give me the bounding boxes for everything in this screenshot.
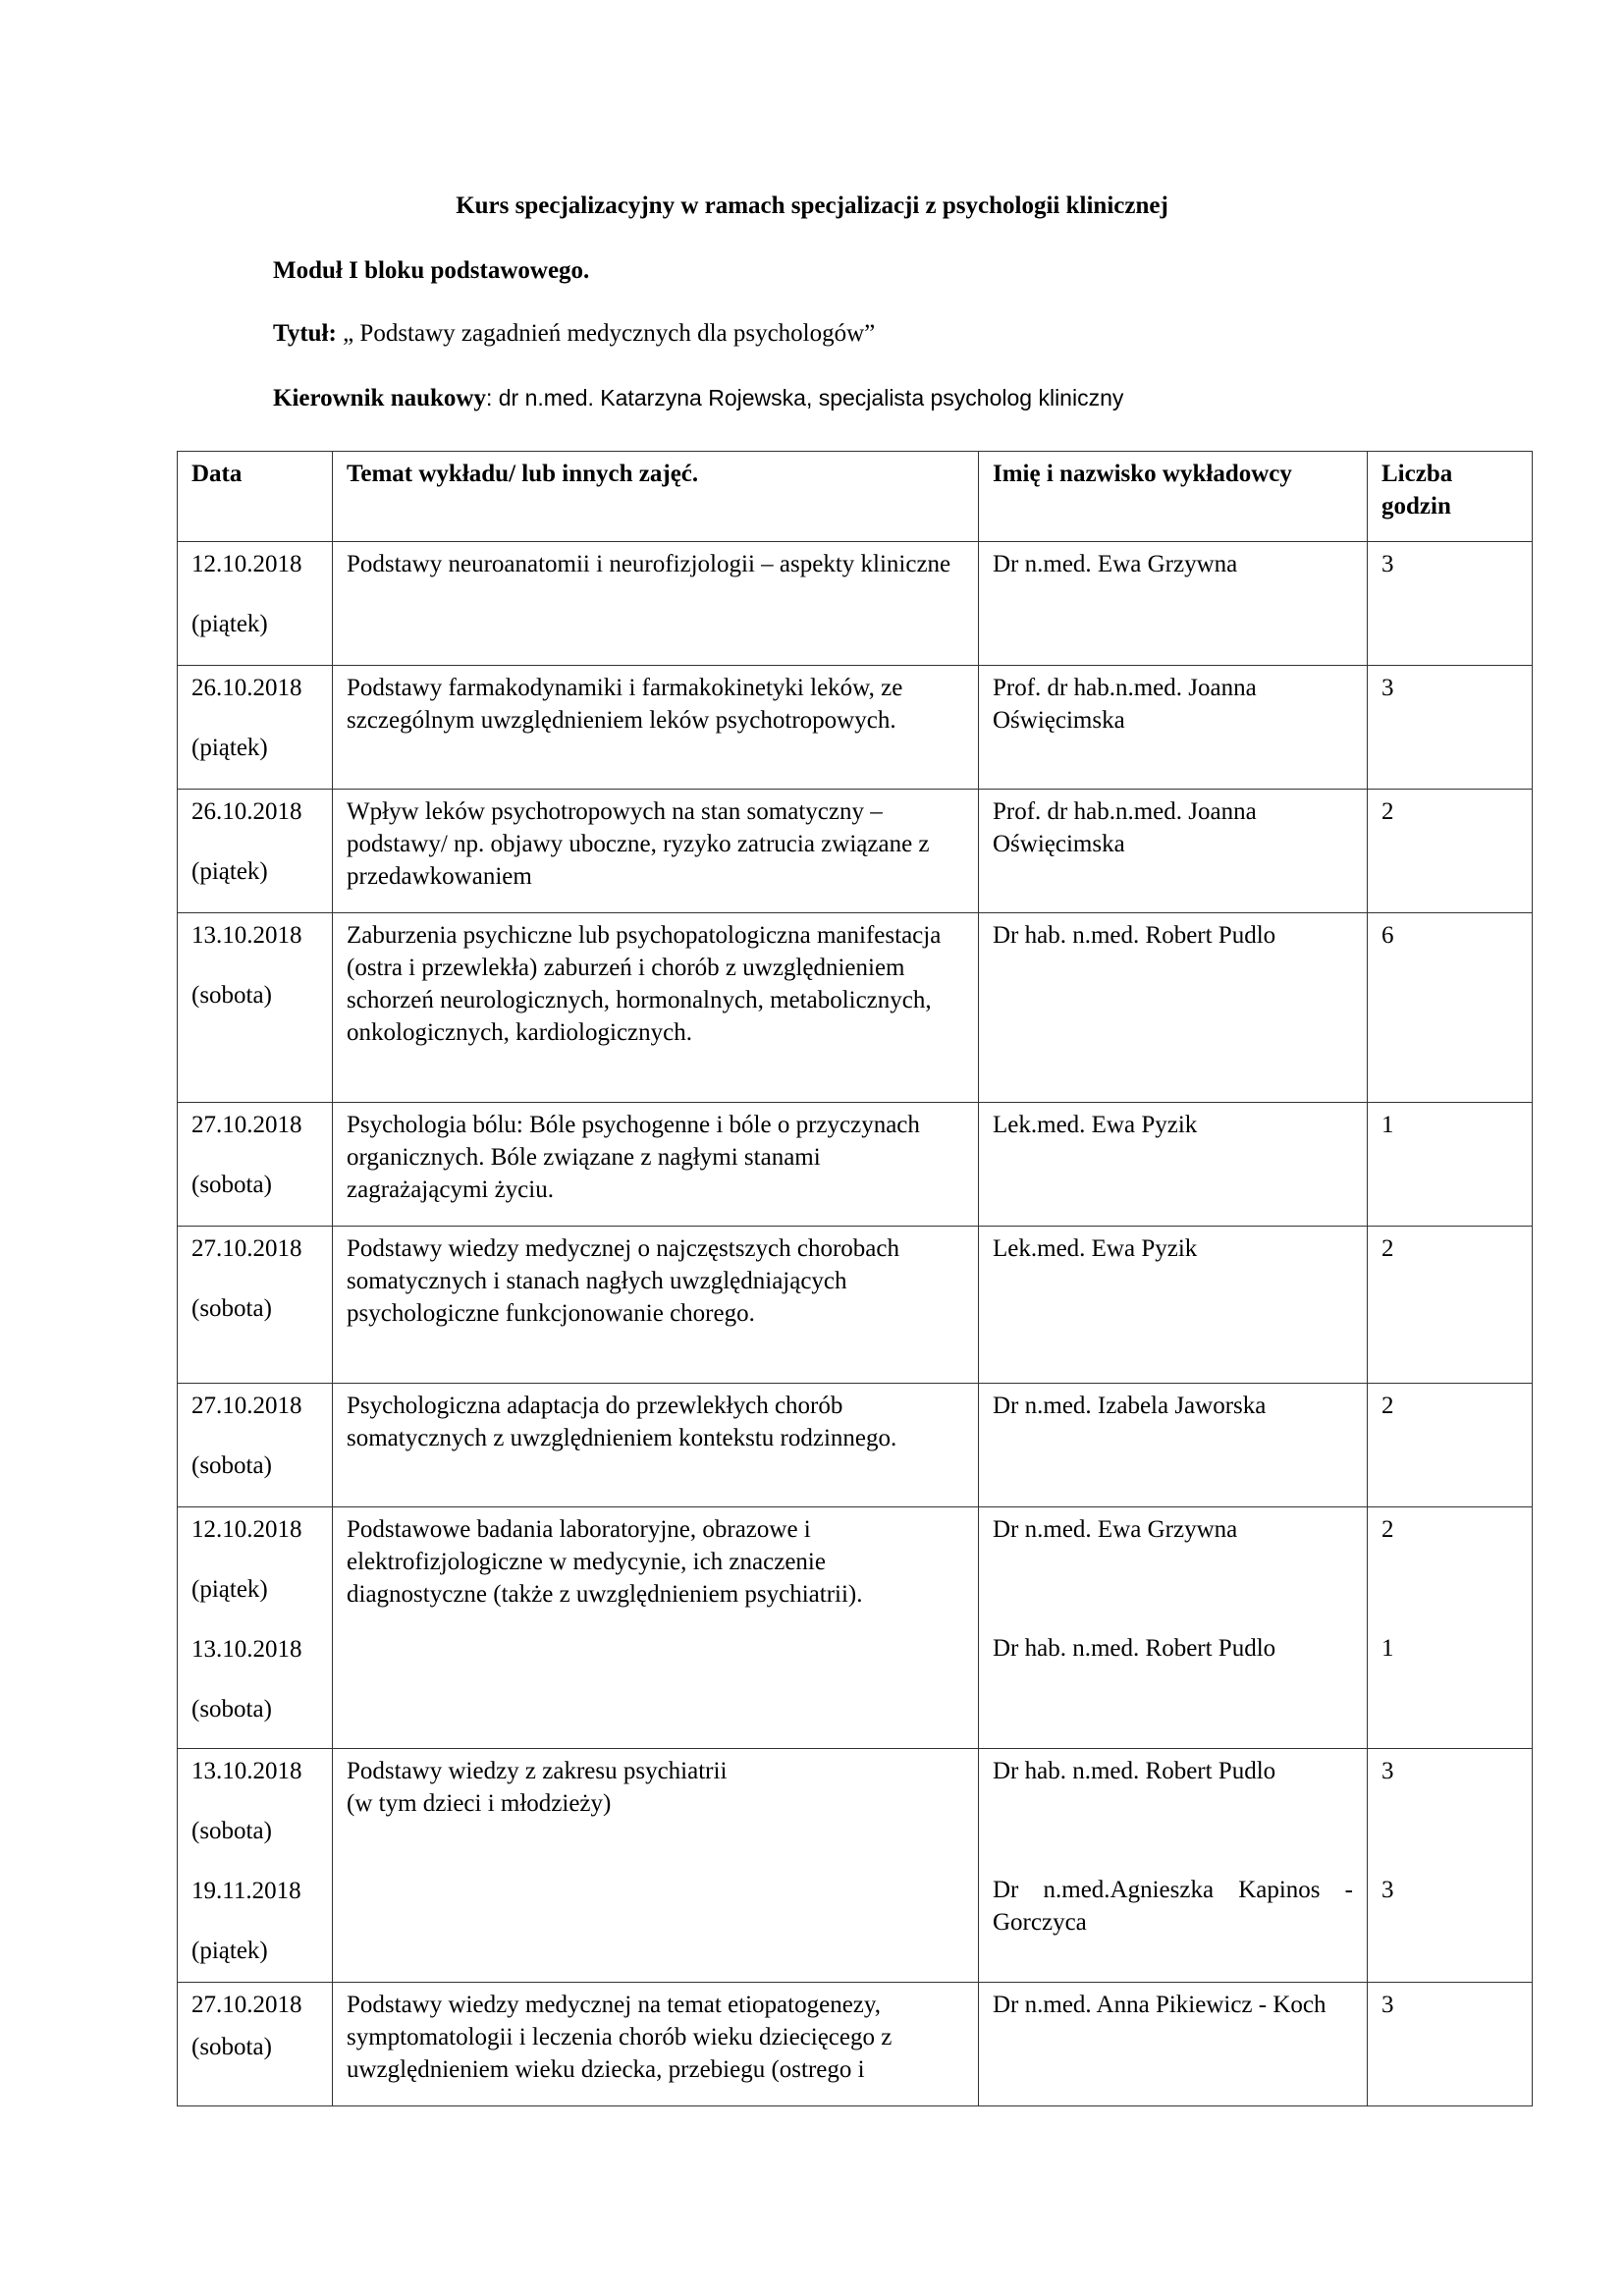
date: 27.10.2018 (191, 1112, 302, 1138)
document-title: Kurs specjalizacyjny w ramach specjalizacji z psychologii klinicznej (456, 192, 1168, 219)
topic-cell: Podstawy wiedzy medycznej o najczęstszych chorobach somatycznych i stanach nagłych uwzględniających psychologiczne funkcjonowanie chorego. (333, 1227, 979, 1384)
lecturer-cell: Dr hab. n.med. Robert Pudlo (979, 913, 1368, 1103)
hours-cell: 2 (1368, 1227, 1533, 1384)
weekday: (sobota) (191, 2034, 272, 2060)
topic-cell: Psychologiczna adaptacja do przewlekłych chorób somatycznych z uwzględnieniem kontekstu rodzinnego. (333, 1384, 979, 1507)
director-value: : dr n.med. Katarzyna Rojewska, specjalista psycholog kliniczny (485, 385, 1124, 410)
lecturer-cell: Dr n.med. Izabela Jaworska (979, 1384, 1368, 1507)
lecturer-name: Dr n.med. Ewa Grzywna (993, 1516, 1238, 1543)
table-row (178, 1507, 1533, 1749)
date: 13.10.2018 (191, 922, 302, 949)
table-row (178, 1103, 1533, 1227)
hours-cell: 3 (1368, 666, 1533, 790)
hours-cell (1368, 1749, 1533, 1983)
table-row (178, 913, 1533, 1103)
date-cell (178, 1103, 333, 1227)
lecturer-name: Dr hab. n.med. Robert Pudlo (993, 1758, 1276, 1784)
lecturer-name: Dr n.med.Agnieszka Kapinos -Gorczyca (993, 1877, 1353, 1936)
table-row (178, 666, 1533, 790)
weekday: (sobota) (191, 1696, 272, 1722)
weekday: (sobota) (191, 1172, 272, 1198)
weekday: (sobota) (191, 1452, 272, 1479)
lecturer-name: Dr hab. n.med. Robert Pudlo (993, 1635, 1276, 1662)
weekday: (piątek) (191, 611, 268, 637)
date-cell (178, 1507, 333, 1749)
date: 27.10.2018 (191, 1393, 302, 1419)
course-title-line (273, 320, 875, 348)
topic-line: Podstawy wiedzy z zakresu psychiatrii (347, 1758, 728, 1784)
weekday: (piątek) (191, 1938, 268, 1964)
topic-cell: Wpływ leków psychotropowych na stan somatyczny – podstawy/ np. objawy uboczne, ryzyko zatrucia związane z przedawkowaniem (333, 790, 979, 913)
lecturer-cell: Lek.med. Ewa Pyzik (979, 1103, 1368, 1227)
header-hours: Liczba godzin (1368, 452, 1533, 542)
director-line (273, 385, 1123, 412)
topic-cell: Podstawy wiedzy medycznej na temat etiopatogenezy, symptomatologii i leczenia chorób wieku dziecięcego z uwzględnieniem wieku dziecka, przebiegu (ostrego i (333, 1983, 979, 2106)
date: 12.10.2018 (191, 551, 302, 577)
lecturer-cell: Dr n.med. Anna Pikiewicz - Koch (979, 1983, 1368, 2106)
table-header-row (178, 452, 1533, 542)
date: 13.10.2018 (191, 1758, 302, 1784)
topic-cell: Psychologia bólu: Bóle psychogenne i bóle o przyczynach organicznych. Bóle związane z nagłymi stanami zagrażającymi życiu. (333, 1103, 979, 1227)
table-row (178, 1227, 1533, 1384)
weekday: (piątek) (191, 735, 268, 761)
date: 27.10.2018 (191, 1235, 302, 1262)
director-label: Kierownik naukowy (273, 385, 486, 411)
date: 13.10.2018 (191, 1636, 302, 1663)
date-cell (178, 542, 333, 666)
topic-line: (w tym dzieci i młodzieży) (347, 1790, 612, 1817)
date-cell (178, 1983, 333, 2106)
hours-cell: 3 (1368, 1983, 1533, 2106)
weekday: (piątek) (191, 1576, 268, 1603)
hours-cell: 2 (1368, 1384, 1533, 1507)
lecturer-cell (979, 1749, 1368, 1983)
date-cell (178, 1749, 333, 1983)
hours-cell: 6 (1368, 913, 1533, 1103)
table-row (178, 542, 1533, 666)
lecturer-cell: Lek.med. Ewa Pyzik (979, 1227, 1368, 1384)
hours-value: 3 (1381, 1877, 1394, 1903)
topic-cell: Podstawowe badania laboratoryjne, obrazowe i elektrofizjologiczne w medycynie, ich znaczenie diagnostyczne (także z uwzględnieniem psychiatrii). (333, 1507, 979, 1749)
topic-cell: Podstawy neuroanatomii i neurofizjologii – aspekty kliniczne (333, 542, 979, 666)
weekday: (sobota) (191, 1295, 272, 1322)
hours-cell (1368, 1507, 1533, 1749)
header-lecturer: Imię i nazwisko wykładowcy (979, 452, 1368, 542)
date-cell (178, 790, 333, 913)
header-date: Data (178, 452, 333, 542)
course-title-label: Tytuł: (273, 320, 337, 347)
date-cell (178, 913, 333, 1103)
date: 26.10.2018 (191, 798, 302, 825)
date-cell (178, 1384, 333, 1507)
table-row (178, 790, 1533, 913)
topic-cell: Podstawy farmakodynamiki i farmakokinetyki leków, ze szczególnym uwzględnieniem leków psychotropowych. (333, 666, 979, 790)
weekday: (sobota) (191, 982, 272, 1009)
lecturer-cell: Dr n.med. Ewa Grzywna (979, 542, 1368, 666)
date: 19.11.2018 (191, 1878, 301, 1904)
schedule-table (177, 451, 1533, 2106)
hours-cell: 1 (1368, 1103, 1533, 1227)
lecturer-cell: Prof. dr hab.n.med. Joanna Oświęcimska (979, 790, 1368, 913)
hours-value: 1 (1381, 1635, 1394, 1662)
date-cell (178, 666, 333, 790)
table-row (178, 1384, 1533, 1507)
table-row (178, 1749, 1533, 1983)
hours-cell: 2 (1368, 790, 1533, 913)
date: 26.10.2018 (191, 675, 302, 701)
date-cell (178, 1227, 333, 1384)
course-title-value: „ Podstawy zagadnień medycznych dla psychologów” (343, 320, 876, 347)
weekday: (sobota) (191, 1818, 272, 1844)
module-line: Moduł I bloku podstawowego. (273, 257, 590, 284)
date: 12.10.2018 (191, 1516, 302, 1543)
lecturer-cell (979, 1507, 1368, 1749)
weekday: (piątek) (191, 858, 268, 885)
lecturer-cell: Prof. dr hab.n.med. Joanna Oświęcimska (979, 666, 1368, 790)
hours-value: 3 (1381, 1758, 1394, 1784)
topic-cell (333, 1749, 979, 1983)
hours-value: 2 (1381, 1516, 1394, 1543)
header-topic: Temat wykładu/ lub innych zajęć. (333, 452, 979, 542)
topic-cell: Zaburzenia psychiczne lub psychopatologiczna manifestacja (ostra i przewlekła) zaburzeń i chorób z uwzględnieniem schorzeń neurologicznych, hormonalnych, metabolicznych, onkologicznych, kardiologicznych. (333, 913, 979, 1103)
table-row (178, 1983, 1533, 2106)
date: 27.10.2018 (191, 1992, 302, 2018)
hours-cell: 3 (1368, 542, 1533, 666)
